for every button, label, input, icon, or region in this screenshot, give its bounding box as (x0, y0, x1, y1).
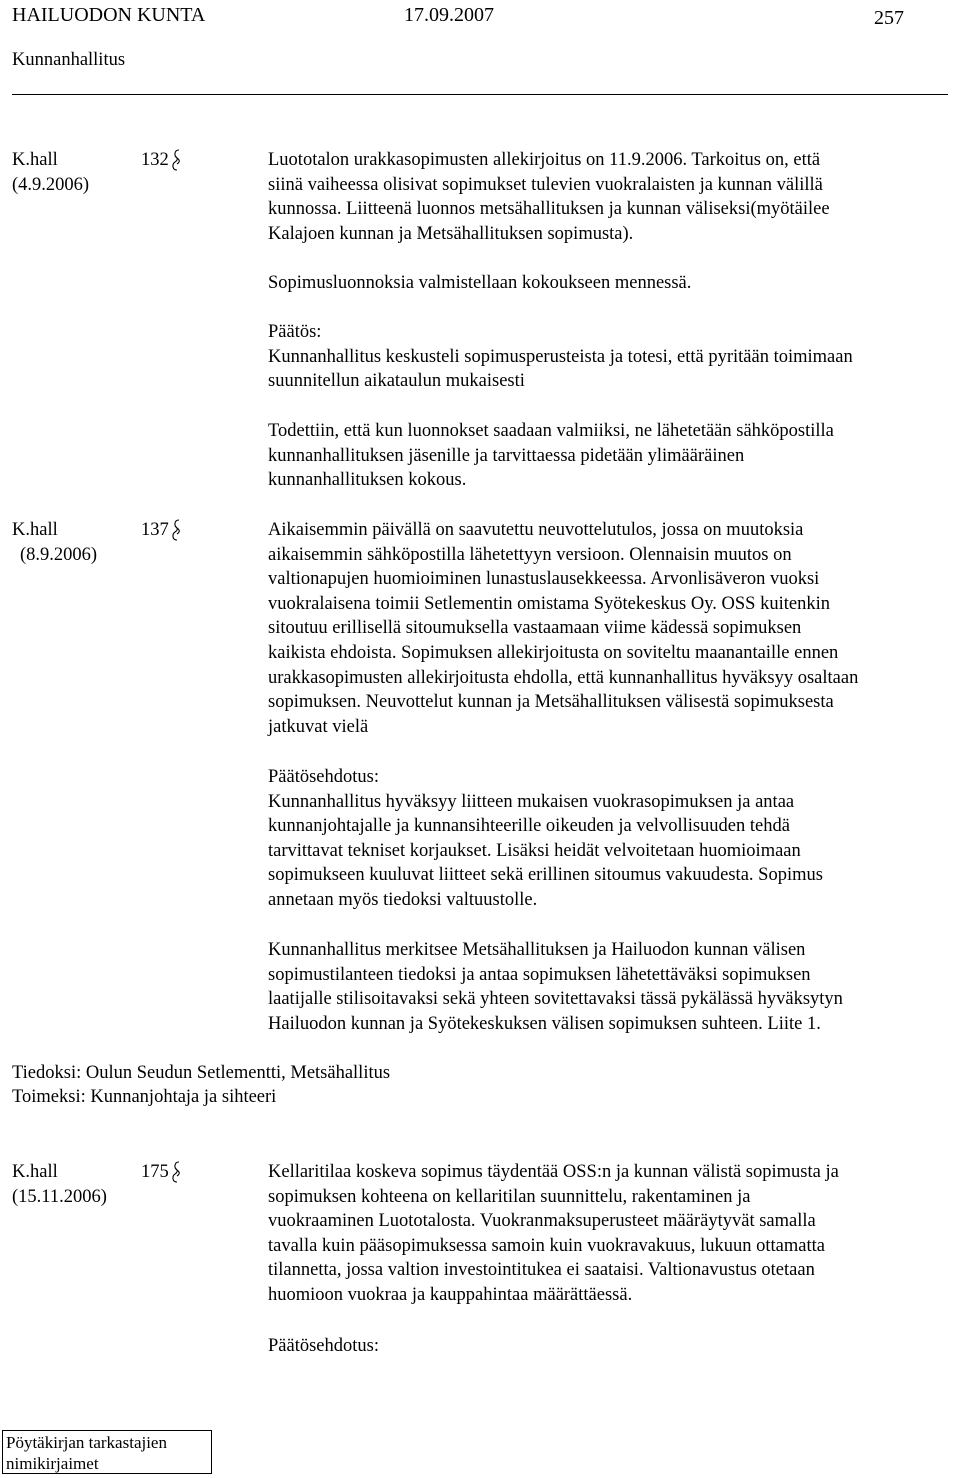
signature-initials-box (2, 1430, 212, 1474)
section-175-proposal (268, 1334, 958, 1359)
text-line: kaikista ehdoista. Sopimuksen allekirjoitusta on soviteltu maanantaille ennen (268, 642, 839, 663)
decision-heading: Päätös: (268, 322, 322, 342)
text-line: Kellaritilaa koskeva sopimus täydentää OSS:n ja kunnan välistä sopimusta ja (268, 1162, 839, 1182)
section-sign-icon (172, 148, 182, 172)
section-number (141, 148, 182, 173)
section-number-value: 132 (141, 150, 169, 170)
text-line: Kalajoen kunnan ja Metsähallituksen sopimusta). (268, 223, 634, 244)
text-line: tavalla kuin pääsopimuksessa samoin kuin vuokravakuus, lukuun ottamatta (268, 1235, 825, 1256)
text-line: kunnanhallituksen jäsenille ja tarvittaessa pidetään ylimääräinen (268, 445, 745, 466)
section-number (141, 1160, 182, 1185)
text-line: Hailuodon kunnan ja Syötekeskuksen välisen sopimuksen suhteen. Liite 1. (268, 1013, 821, 1034)
section-132-text (268, 419, 958, 493)
text-line: Aikaisemmin päivällä on saavutettu neuvottelutulos, jossa on muutoksia (268, 520, 804, 540)
section-132-text (268, 148, 958, 246)
footer-label: nimikirjaimet (6, 1454, 99, 1473)
section-sign-icon (172, 1160, 182, 1184)
section-ref-date: (15.11.2006) (12, 1187, 107, 1207)
text-line: Todettiin, että kun luonnokset saadaan valmiiksi, ne lähetetään sähköpostilla (268, 421, 834, 441)
text-line: huomioon vuokraa ja kauppahintaa määrättäessä. (268, 1284, 633, 1305)
section-137-proposal (268, 765, 958, 913)
section-number (141, 518, 182, 543)
section-ref-date: (4.9.2006) (12, 175, 90, 195)
header-page-number: 257 (874, 7, 904, 29)
section-ref-label: K.hall (12, 150, 58, 170)
text-line: Kunnanhallitus hyväksyy liitteen mukaisen vuokrasopimuksen ja antaa (268, 791, 795, 812)
text-line: suunnitellun aikataulun mukaisesti (268, 371, 525, 392)
text-line: kunnanjohtajalle ja kunnansihteerille oikeuden ja velvollisuuden tehdä (268, 816, 790, 837)
header-rule (12, 94, 948, 95)
footer-label: Pöytäkirjan tarkastajien (6, 1433, 167, 1452)
text-line: urakkasopimusten allekirjoitusta ehdolla, että kunnanhallitus hyväksyy osaltaan (268, 667, 859, 688)
text-line: Sopimusluonnoksia valmistellaan kokoukseen mennessä. (268, 273, 692, 293)
text-line: sopimuksen. Neuvottelut kunnan ja Metsähallituksen välisestä sopimuksesta (268, 692, 834, 713)
header-body-name: Kunnanhallitus (12, 50, 126, 70)
text-line: valtionapujen huomioiminen lunastuslausekkeessa. Arvonlisäveron vuoksi (268, 569, 820, 590)
section-ref-date: (8.9.2006) (20, 545, 98, 565)
section-number-value: 137 (141, 520, 169, 540)
text-line: sitoutuu erillisellä sitoumuksella vastaamaan viime kädessä sopimuksen (268, 618, 802, 639)
section-137-text (268, 518, 958, 739)
section-sign-icon (172, 518, 182, 542)
text-line: sopimustilanteen tiedoksi ja antaa sopimuksen lähetettäväksi sopimuksen (268, 964, 811, 985)
header-municipality: HAILUODON KUNTA (12, 4, 206, 26)
text-line: jatkuvat vielä (268, 716, 369, 737)
text-line: annetaan myös tiedoksi valtuustolle. (268, 889, 538, 910)
section-ref-label: K.hall (12, 520, 58, 540)
text-line: tilannetta, jossa valtion investointitukea ei saataisi. Valtionavustus otetaan (268, 1260, 815, 1281)
text-line: vuokraaminen Luototalosta. Vuokranmaksuperusteet määräytyvät samalla (268, 1211, 816, 1232)
text-line: Kunnanhallitus keskusteli sopimusperusteista ja totesi, että pyritään toimimaan (268, 346, 853, 367)
text-line: laatijalle stilisoitavaksi sekä yhteen sovitettavaksi tässä pykälässä hyväksytyn (268, 989, 843, 1010)
text-line: sopimukseen kuuluvat liitteet sekä erillinen sitoumus vakuudesta. Sopimus (268, 865, 823, 886)
header-date: 17.09.2007 (404, 4, 494, 26)
section-175-text (268, 1160, 958, 1308)
text-line: siinä vaiheessa olisivat sopimukset tulevien vuokralaisten ja kunnan välillä (268, 174, 823, 195)
distribution-action: Toimeksi: Kunnanjohtaja ja sihteeri (12, 1087, 277, 1107)
section-132-text (268, 271, 958, 296)
section-number-value: 175 (141, 1162, 169, 1182)
text-line: aikaisemmin sähköpostilla lähetettyyn versioon. Olennaisin muutos on (268, 544, 792, 565)
proposal-heading: Päätösehdotus: (268, 1336, 379, 1356)
text-line: kunnossa. Liitteenä luonnos metsähallituksen ja kunnan väliseksi(myötäilee (268, 199, 830, 220)
section-132-decision (268, 320, 958, 394)
distribution-info: Tiedoksi: Oulun Seudun Setlementti, Metsähallitus (12, 1063, 391, 1083)
text-line: tarvittavat tekniset korjaukset. Lisäksi heidät velvoitetaan huomioimaan (268, 840, 801, 861)
text-line: Kunnanhallitus merkitsee Metsähallituksen ja Hailuodon kunnan välisen (268, 940, 806, 960)
text-line: Luototalon urakkasopimusten allekirjoitus on 11.9.2006. Tarkoitus on, että (268, 150, 821, 170)
proposal-heading: Päätösehdotus: (268, 767, 379, 787)
section-ref-label: K.hall (12, 1162, 58, 1182)
section-137-text (268, 938, 958, 1036)
text-line: vuokralaisena toimii Setlementin omistama Syötekeskus Oy. OSS kuitenkin (268, 593, 830, 614)
text-line: sopimuksen kohteena on kellaritilan suunnittelu, rakentaminen ja (268, 1186, 751, 1207)
text-line: kunnanhallituksen kokous. (268, 470, 467, 491)
